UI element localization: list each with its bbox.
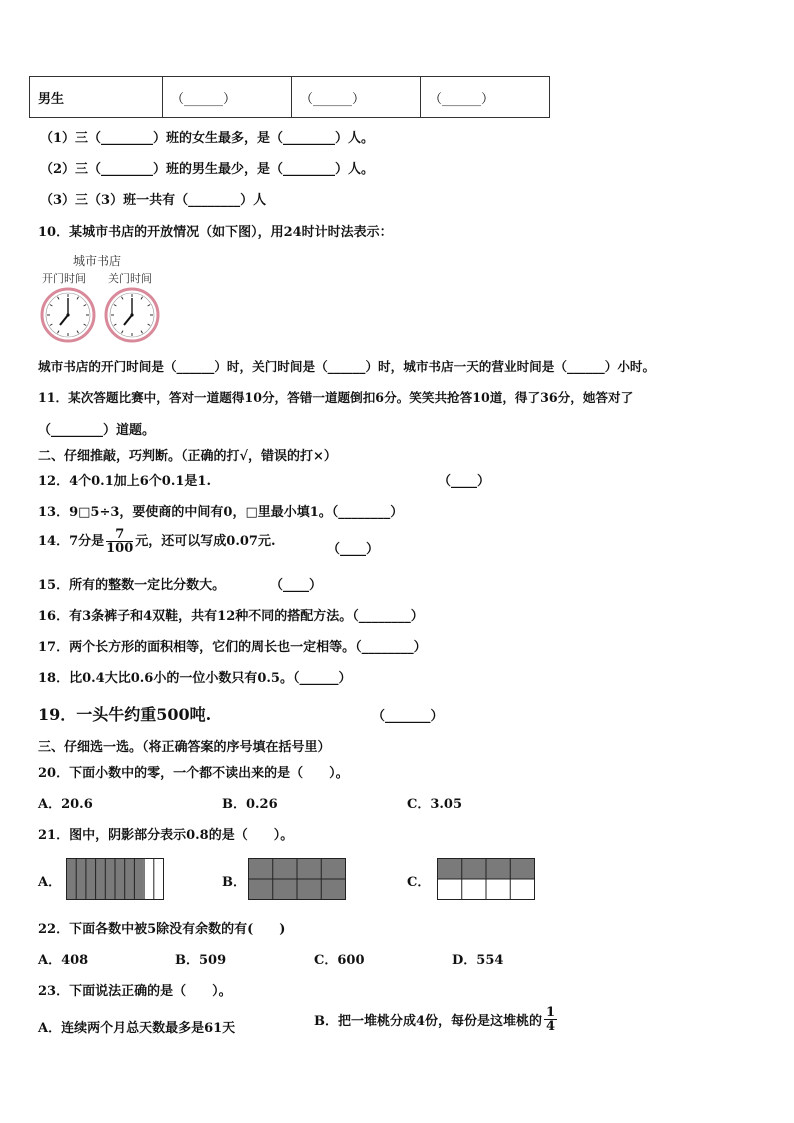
question-20: 20．下面小数中的零，一个都不读出来的是（ ）。 <box>38 766 349 781</box>
question-12: 12．4个0.1加上6个0.1是1. <box>38 474 211 489</box>
close-clock-icon <box>104 287 160 343</box>
question-11-cont: （________）道题。 <box>38 423 156 438</box>
question-14 <box>38 528 275 555</box>
option-a[interactable]: A． <box>38 875 62 890</box>
option-a[interactable]: A．408 <box>38 953 89 968</box>
judge-blank[interactable]: （____） <box>327 542 380 557</box>
judge-blank[interactable]: （____） <box>270 578 323 593</box>
question-14-suffix: 元，还可以写成0.07元. <box>135 534 276 549</box>
fraction <box>106 528 133 555</box>
question-21: 21．图中，阴影部分表示0.8的是（ ）。 <box>38 828 294 843</box>
question-11: 11．某次答题比赛中，答对一道题得10分，答错一道题倒扣6分。笑笑共抢答10道，得了36分，她答对了 <box>38 390 634 405</box>
question-14-prefix: 14．7分是 <box>38 534 105 549</box>
option-b[interactable]: B．0.26 <box>222 797 278 812</box>
sub-question-1: （1）三（________）班的女生最多，是（________）人。 <box>40 131 375 146</box>
option-b[interactable]: B． <box>222 875 246 890</box>
fraction-numerator: 1 <box>546 1005 556 1020</box>
question-13: 13．9□5÷3，要使商的中间有0，□里最小填1。（________） <box>38 505 404 520</box>
question-16: 16．有3条裤子和4双鞋，共有12种不同的搭配方法。（________） <box>38 609 424 624</box>
close-time-label: 关门时间 <box>108 272 152 285</box>
judge-blank[interactable]: （_______） <box>372 709 444 724</box>
section-3-heading: 三、仔细选一选。（将正确答案的序号填在括号里） <box>38 740 331 755</box>
question-18: 18．比0.4大比0.6小的一位小数只有0.5。（______） <box>38 671 352 686</box>
figure-a-strips <box>66 858 164 900</box>
option-c[interactable]: C．3.05 <box>407 797 463 812</box>
figure-c-grid <box>437 858 535 900</box>
question-17: 17．两个长方形的面积相等，它们的周长也一定相等。（________） <box>38 640 427 655</box>
option-d[interactable]: D．554 <box>452 953 504 968</box>
option-a[interactable]: A．连续两个月总天数最多是61天 <box>38 1021 236 1036</box>
question-23: 23．下面说法正确的是（ ）。 <box>38 984 232 999</box>
table-row <box>30 77 550 118</box>
question-19: 19．一头牛约重500吨. <box>38 705 212 724</box>
question-10: 10．某城市书店的开放情况（如下图），用24时计时法表示： <box>38 225 393 240</box>
judge-blank[interactable]: （____） <box>438 474 491 489</box>
fraction <box>544 1006 557 1033</box>
option-b-text: B．把一堆桃分成4份，每份是这堆桃的 <box>314 1014 543 1029</box>
option-c[interactable]: C．600 <box>314 953 365 968</box>
fraction-denominator: 100 <box>106 541 134 556</box>
store-title: 城市书店 <box>73 254 122 268</box>
section-2-heading: 二、仔细推敲，巧判断。（正确的打√，错误的打×） <box>38 449 337 464</box>
row-label: 男生 <box>30 77 163 118</box>
open-clock-icon <box>40 287 96 343</box>
answer-cell[interactable]: （______） <box>421 77 550 118</box>
sub-question-2: （2）三（________）班的男生最少，是（________）人。 <box>40 162 375 177</box>
answer-cell[interactable]: （______） <box>163 77 292 118</box>
option-c[interactable]: C． <box>407 875 431 890</box>
open-time-label: 开门时间 <box>42 272 86 285</box>
option-b[interactable] <box>314 1006 559 1033</box>
answer-cell[interactable]: （______） <box>292 77 421 118</box>
figure-b-grid <box>248 858 346 900</box>
question-22: 22．下面各数中被5除没有余数的有( ) <box>38 922 286 937</box>
class-table <box>29 76 550 118</box>
fraction-denominator: 4 <box>546 1019 556 1034</box>
fraction-numerator: 7 <box>106 528 133 542</box>
sub-question-3: （3）三（3）班一共有（________）人 <box>40 193 267 208</box>
option-b[interactable]: B．509 <box>175 953 227 968</box>
question-15: 15．所有的整数一定比分数大。 <box>38 578 226 593</box>
question-10-answer: 城市书店的开门时间是（______）时，关门时间是（______）时，城市书店一天的营业时间是（______）小时。 <box>38 359 656 374</box>
option-a[interactable]: A．20.6 <box>38 797 93 812</box>
